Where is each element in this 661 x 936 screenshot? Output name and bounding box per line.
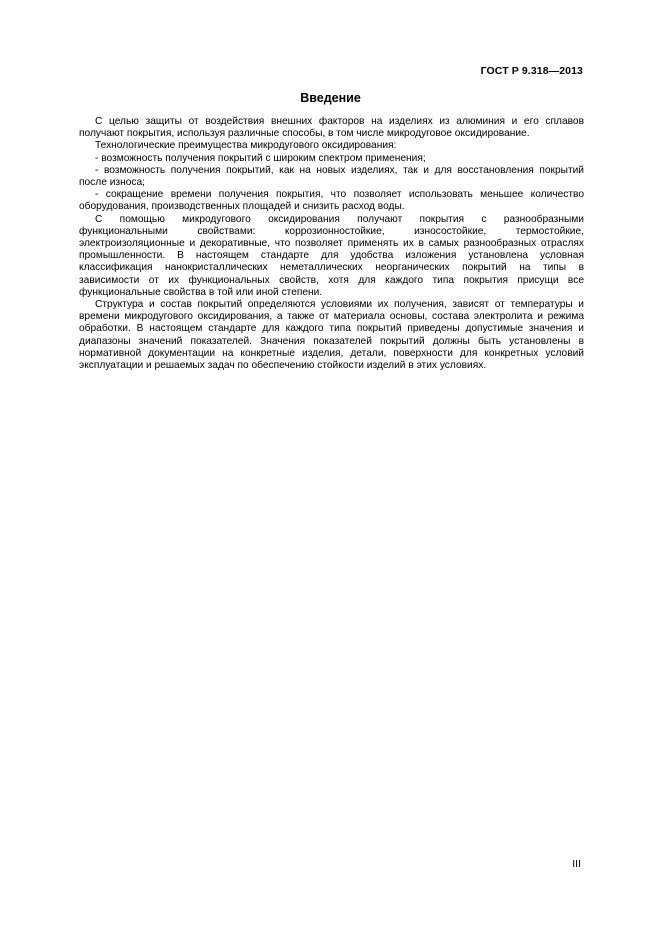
text-line: нормативной документации на конкретные изделия, детали, поверхности для конкретных условий [79, 347, 584, 359]
body-text [79, 116, 584, 372]
text-line: С помощью микродугового оксидирования получают покрытия с разнообразными [95, 213, 584, 225]
text-line: - сокращение времени получения покрытия, что позволяет использовать меньшее количество [95, 189, 584, 201]
text-line: диапазоны значений показателей. Значения показателей покрытий должны быть установлены в [79, 335, 584, 347]
text-line: времени микродугового оксидирования, а также от материала основы, состава электролита и режима [79, 311, 584, 323]
section-title: Введение [300, 91, 361, 105]
text-line: эксплуатации и решаемых задач по обеспечению стойкости изделий в этих условиях. [79, 360, 487, 372]
text-line: Структура и состав покрытий определяются условиями их получения, зависят от температуры и [95, 299, 584, 311]
text-line: получают покрытия, используя различные способы, в том числе микродуговое оксидирование. [79, 128, 530, 140]
text-line: функциональными свойствами: коррозионностойкие, износостойкие, термостойкие, [79, 225, 584, 237]
text-line: - возможность получения покрытий с широким спектром применения; [95, 152, 426, 164]
text-line: обработки. В настоящем стандарте для каждого типа покрытий приведены допустимые значения и [79, 323, 584, 335]
text-line: - возможность получения покрытий, как на новых изделиях, так и для восстановления покрытий [95, 164, 584, 176]
text-line: Технологические преимущества микродугового оксидирования: [95, 140, 397, 152]
text-line: электроизоляционные и декоративные, что позволяет применять их в самых разнообразных отраслях [79, 238, 584, 250]
text-line: промышленности. В настоящем стандарте для удобства изложения установлена условная [79, 250, 584, 262]
standard-code: ГОСТ Р 9.318—2013 [480, 65, 583, 77]
text-line: С целью защиты от воздействия внешних факторов на изделиях из алюминия и его сплавов [95, 116, 584, 127]
text-line: зависимости от их функциональных свойств, хотя для каждого типа покрытия присущи все [79, 274, 584, 286]
text-line: функциональные свойства в той или иной степени. [79, 286, 323, 298]
text-line: классификация нанокристаллических неметаллических неорганических покрытий на типы в [79, 262, 584, 274]
text-line: после износа; [79, 177, 145, 189]
page-number: III [572, 858, 581, 870]
text-line: оборудования, производственных площадей и снизить расход воды. [79, 201, 405, 213]
